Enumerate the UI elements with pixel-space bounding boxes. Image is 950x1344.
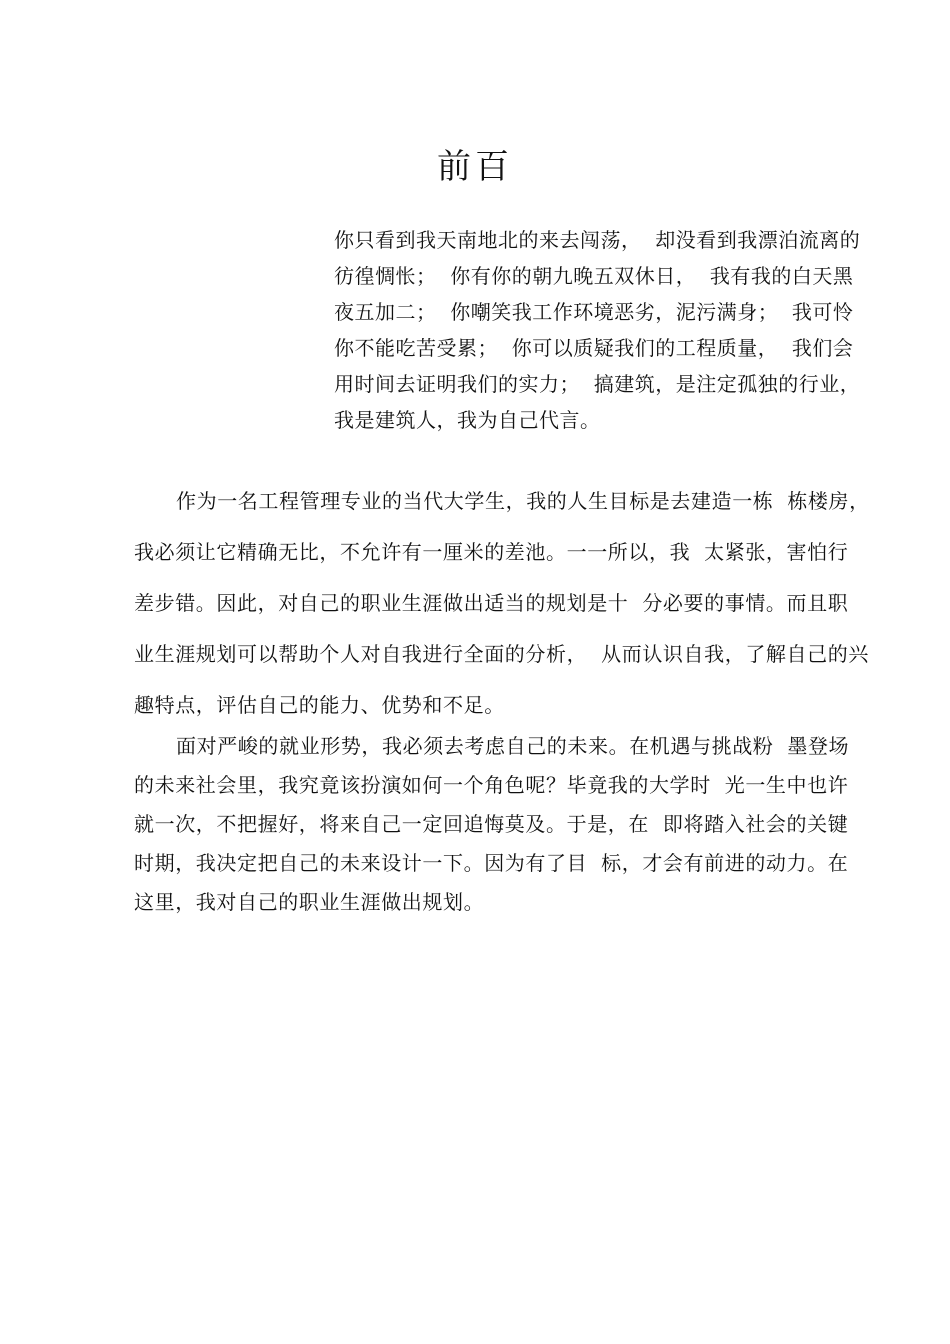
body-paragraph-1 bbox=[134, 476, 904, 731]
poem-line: 用时间去证明我们的实力； 搞建筑，是注定孤独的行业， bbox=[334, 372, 861, 396]
poem-line: 彷徨惆怅； 你有你的朝九晚五双休日， 我有我的白天黑 bbox=[334, 264, 854, 288]
paragraph-line: 面对严峻的就业形势，我必须去考虑自己的未来。在机遇与挑战粉 墨登场 bbox=[176, 734, 850, 758]
poem-line: 你不能吃苦受累； 你可以质疑我们的工程质量， 我们会 bbox=[334, 336, 854, 360]
paragraph-line: 这里，我对自己的职业生涯做出规划。 bbox=[134, 890, 485, 914]
paragraph-line: 业生涯规划可以帮助个人对自我进行全面的分析， 从而认识自我，了解自己的兴 bbox=[134, 642, 869, 666]
paragraph-line: 作为一名工程管理专业的当代大学生，我的人生目标是去建造一栋 栋楼房， bbox=[176, 489, 870, 513]
body-paragraph-2 bbox=[134, 727, 904, 922]
paragraph-line: 我必须让它精确无比，不允许有一厘米的差池。一一所以，我 太紧张，害怕行 bbox=[134, 540, 849, 564]
paragraph-line: 时期，我决定把自己的未来设计一下。因为有了目 标，才会有前进的动力。在 bbox=[134, 851, 849, 875]
poem-line: 我是建筑人，我为自己代言。 bbox=[334, 408, 601, 432]
paragraph-line: 差步错。因此，对自己的职业生涯做出适当的规划是十 分必要的事情。而且职 bbox=[134, 591, 849, 615]
preface-poem bbox=[334, 222, 894, 438]
page-title: 前百 bbox=[437, 147, 513, 187]
paragraph-line: 趣特点，评估自己的能力、优势和不足。 bbox=[134, 693, 505, 717]
paragraph-line: 的未来社会里，我究竟该扮演如何一个角色呢？毕竟我的大学时 光一生中也许 bbox=[134, 773, 849, 797]
paragraph-line: 就一次，不把握好，将来自己一定回追悔莫及。于是，在 即将踏入社会的关键 bbox=[134, 812, 849, 836]
poem-line: 夜五加二； 你嘲笑我工作环境恶劣，泥污满身； 我可怜 bbox=[334, 300, 854, 324]
poem-line: 你只看到我天南地北的来去闯荡， 却没看到我漂泊流离的 bbox=[334, 228, 861, 252]
